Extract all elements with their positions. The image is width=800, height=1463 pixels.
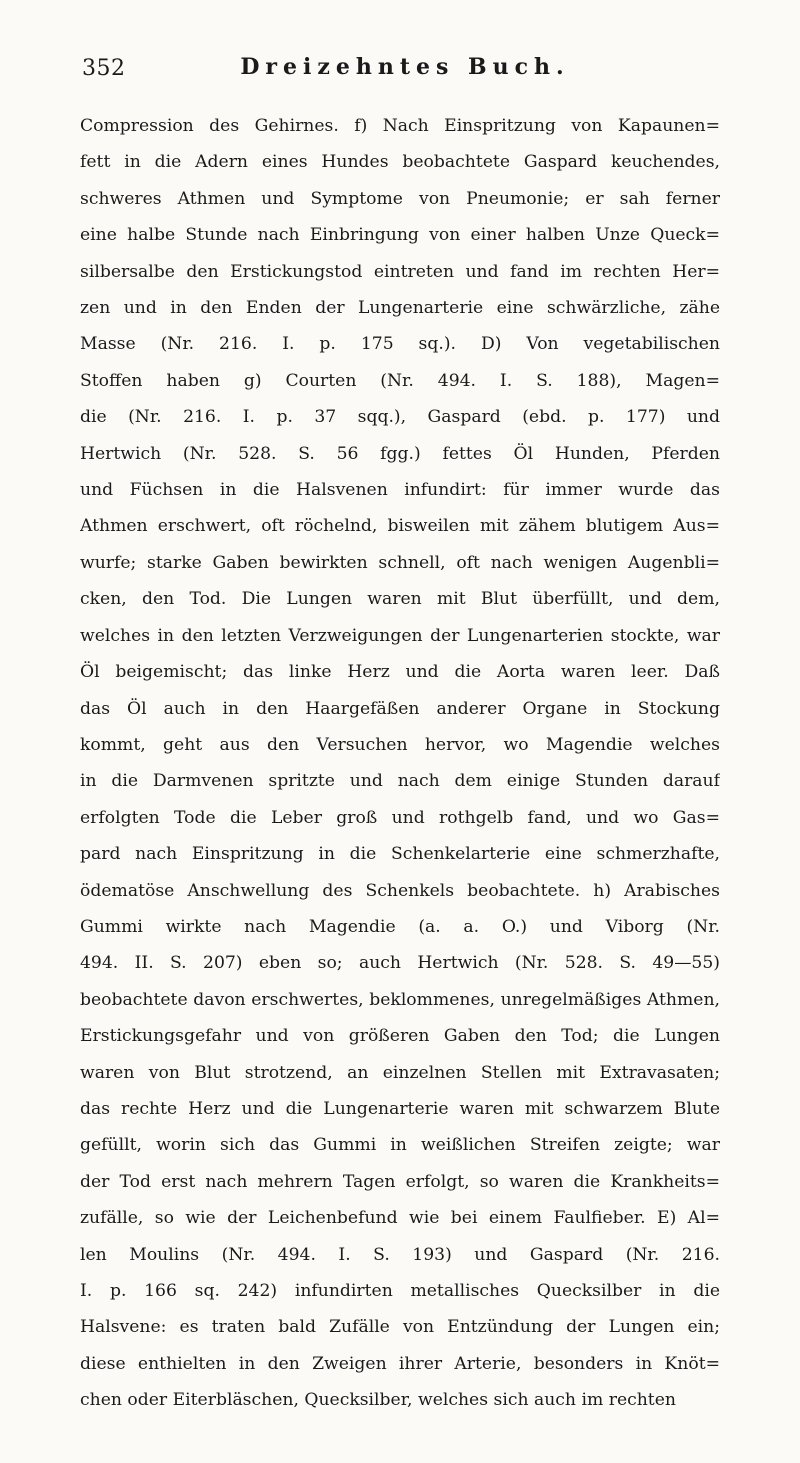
text-line: 494. II. S. 207) eben so; auch Hertwich (Nr. 528. S. 49—55) xyxy=(80,953,720,974)
text-line: gefüllt, worin sich das Gummi in weißlichen Streifen zeigte; war xyxy=(80,1135,720,1156)
text-line: das rechte Herz und die Lungenarterie waren mit schwarzem Blute xyxy=(80,1098,720,1119)
text-line: die (Nr. 216. I. p. 37 sqq.), Gaspard (ebd. p. 177) und xyxy=(80,407,720,428)
text-line: cken, den Tod. Die Lungen waren mit Blut überfüllt, und dem, xyxy=(80,589,720,610)
text-line: und Füchsen in die Halsvenen infundirt: für immer wurde das xyxy=(80,480,720,501)
page-number: 352 xyxy=(82,56,126,81)
text-line: diese enthielten in den Zweigen ihrer Arterie, besonders in Knöt= xyxy=(80,1353,720,1374)
text-line: Athmen erschwert, oft röchelnd, bisweilen mit zähem blutigem Aus= xyxy=(80,516,720,537)
text-line: Compression des Gehirnes. f) Nach Einspritzung von Kapaunen= xyxy=(80,116,720,136)
text-line: Hertwich (Nr. 528. S. 56 fgg.) fettes Öl Hunden, Pferden xyxy=(80,443,720,464)
text-line: schweres Athmen und Symptome von Pneumonie; er sah ferner xyxy=(80,188,720,209)
text-line: Gummi wirkte nach Magendie (a. a. O.) und Viborg (Nr. xyxy=(80,916,720,937)
text-line: zufälle, so wie der Leichenbefund wie bei einem Faulfieber. E) Al= xyxy=(80,1208,720,1229)
text-line: welches in den letzten Verzweigungen der Lungenarterien stockte, war xyxy=(80,625,720,646)
text-line: in die Darmvenen spritzte und nach dem einige Stunden darauf xyxy=(80,771,720,792)
text-line: pard nach Einspritzung in die Schenkelarterie eine schmerzhafte, xyxy=(80,844,720,865)
text-line: der Tod erst nach mehrern Tagen erfolgt, so waren die Krankheits= xyxy=(80,1171,720,1192)
text-line: erfolgten Tode die Leber groß und rothgelb fand, und wo Gas= xyxy=(80,807,720,828)
text-line: len Moulins (Nr. 494. I. S. 193) und Gaspard (Nr. 216. xyxy=(80,1244,720,1265)
text-line: Stoffen haben g) Courten (Nr. 494. I. S. 188), Magen= xyxy=(80,370,720,391)
text-line: Masse (Nr. 216. I. p. 175 sq.). D) Von vegetabilischen xyxy=(80,334,720,355)
text-line: das Öl auch in den Haargefäßen anderer Organe in Stockung xyxy=(80,698,720,719)
text-line: Öl beigemischt; das linke Herz und die Aorta waren leer. Daß xyxy=(80,662,720,683)
text-line: fett in die Adern eines Hundes beobachtete Gaspard keuchendes, xyxy=(80,152,720,173)
text-line: beobachtete davon erschwertes, beklommenes, unregelmäßiges Athmen, xyxy=(80,989,720,1010)
text-line: chen oder Eiterbläschen, Quecksilber, welches sich auch im rechten xyxy=(80,1390,676,1411)
text-line: silbersalbe den Erstickungstod eintreten und fand im rechten Her= xyxy=(80,261,720,282)
text-line: eine halbe Stunde nach Einbringung von einer halben Unze Queck= xyxy=(80,225,720,246)
text-line: Erstickungsgefahr und von größeren Gaben den Tod; die Lungen xyxy=(80,1026,720,1047)
text-line: ödematöse Anschwellung des Schenkels beobachtete. h) Arabisches xyxy=(80,880,720,901)
text-line: kommt, geht aus den Versuchen hervor, wo Magendie welches xyxy=(80,734,720,755)
running-head: Dreizehntes Buch. xyxy=(240,54,570,80)
page-header xyxy=(82,52,718,92)
text-line: zen und in den Enden der Lungenarterie eine schwärzliche, zähe xyxy=(80,298,720,319)
body-text xyxy=(80,108,720,1419)
text-line: Halsvene: es traten bald Zufälle von Entzündung der Lungen ein; xyxy=(80,1317,720,1338)
text-line: waren von Blut strotzend, an einzelnen Stellen mit Extravasaten; xyxy=(80,1062,720,1083)
text-line: wurfe; starke Gaben bewirkten schnell, oft nach wenigen Augenbli= xyxy=(80,552,720,573)
text-line: I. p. 166 sq. 242) infundirten metallisches Quecksilber in die xyxy=(80,1281,720,1301)
